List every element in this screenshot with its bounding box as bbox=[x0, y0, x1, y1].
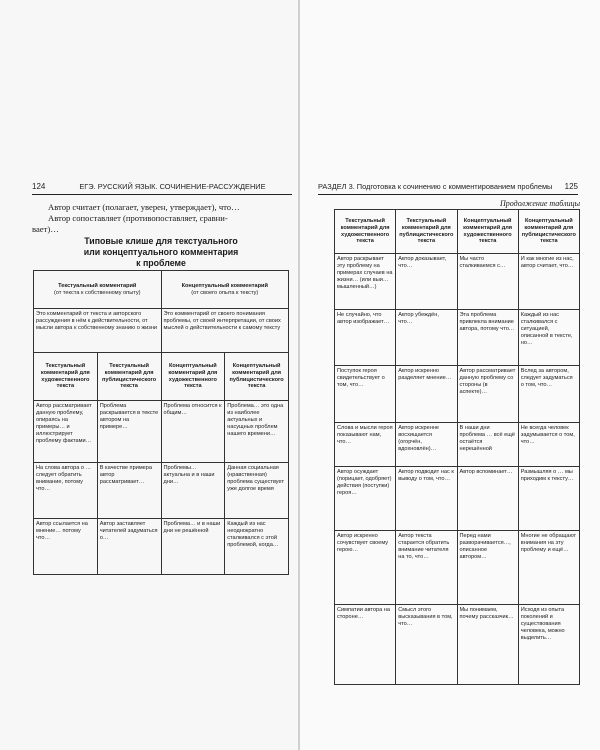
heading-line: Типовые клише для текстуального bbox=[84, 236, 238, 246]
table-cell: В качестве примера автор рассматривает… bbox=[97, 463, 161, 519]
table-cell: Автор ссылается на мнение… потому что… bbox=[34, 519, 98, 575]
table-cell: Вслед за автором, следует задуматься о том, что… bbox=[518, 366, 579, 423]
table-cell: Автор раскрывает эту проблему на примерах случаев на жизни… (или выи…мышленный…) bbox=[335, 254, 396, 310]
table-cell: Проблема… это одна из наиболее актуальных и насущных проблем нашего времени… bbox=[225, 401, 289, 463]
table-subheader-row bbox=[34, 353, 289, 401]
table-cell: Многие не обращают внимания на эту проблему и ещё… bbox=[518, 531, 579, 605]
table-subheader: Концептуальный комментарий для публицистического текста bbox=[225, 353, 289, 401]
table-cell: Мы часто сталкиваемся с… bbox=[457, 254, 518, 310]
table-header-row bbox=[34, 271, 289, 309]
header-title: Текстуальный комментарий bbox=[58, 282, 137, 289]
right-running-title: РАЗДЕЛ 3. Подготовка к сочинению с комментированием проблемы bbox=[318, 182, 553, 191]
table-cell: И как многие из нас, автор считает, что… bbox=[518, 254, 579, 310]
table-subheader: Текстуальный комментарий для художественного текста bbox=[34, 353, 98, 401]
intro-line: вает)… bbox=[32, 223, 59, 234]
continuation-label: Продолжение таблицы bbox=[499, 199, 580, 208]
table-cell: Слова и мысли героя показывают нам, что… bbox=[335, 423, 396, 467]
table-row bbox=[335, 423, 580, 467]
section-heading bbox=[32, 236, 290, 269]
table-cell: Проблема относится к общим… bbox=[161, 401, 225, 463]
header-subtitle: (от текста к собственному опыту) bbox=[53, 289, 141, 296]
intro-line: Автор считает (полагает, уверен, утверждает), что… bbox=[48, 202, 240, 212]
table-cell: Каждый из нас сталкивался с ситуацией, описанной в тексте, но… bbox=[518, 310, 579, 366]
table-cell: Автор вспоминает… bbox=[457, 467, 518, 531]
table-cell: Исходя из опыта поколений и существования человека, можно выделить… bbox=[518, 605, 579, 685]
table-row bbox=[34, 463, 289, 519]
intro-line: Автор сопоставляет (противопоставляет, сравни- bbox=[48, 212, 228, 223]
table-cell: Мы понимаем, почему рассказчик… bbox=[457, 605, 518, 685]
textual-comment-description: Это комментарий от текста и авторского рассуждения в нём к действительности, от мысли автора к собственному знанию о жизни bbox=[34, 309, 162, 353]
table-cell: Автор рассматривает данную проблему со стороны (в аспекте)… bbox=[457, 366, 518, 423]
table-cell: Размышляя о … мы приходим к тексту… bbox=[518, 467, 579, 531]
left-page-header bbox=[32, 179, 292, 195]
table-cell: Автор искренно сочувствует своему герою… bbox=[335, 531, 396, 605]
heading-line: к проблеме bbox=[136, 258, 186, 268]
conceptual-comment-header bbox=[161, 271, 289, 309]
table-cell: Автор доказывает, что… bbox=[396, 254, 457, 310]
right-page bbox=[300, 0, 600, 750]
table-row bbox=[34, 401, 289, 463]
table-cell: Не случайно, что автор изображает… bbox=[335, 310, 396, 366]
header-subtitle: (от своего опыта к тексту) bbox=[191, 289, 259, 296]
table-cell: Проблемы… актуальна и в наши дни… bbox=[161, 463, 225, 519]
left-page-number: 124 bbox=[32, 182, 46, 191]
table-cell: Не всегда человек задумывается о том, что… bbox=[518, 423, 579, 467]
table-subheader: Текстуальный комментарий для художественного текста bbox=[335, 210, 396, 254]
table-cell: Каждый из нас неоднократно сталкивался с этой проблемой, когда… bbox=[225, 519, 289, 575]
table-row bbox=[335, 310, 580, 366]
right-page-header bbox=[318, 179, 578, 195]
table-cell: Автор убеждён, что… bbox=[396, 310, 457, 366]
table-cell: Симпатии автора на стороне… bbox=[335, 605, 396, 685]
table-cell: Автор текста старается обратить внимание читателя на то, что… bbox=[396, 531, 457, 605]
table-cell: В наши дни проблема … всё ещё остаётся нерешённой bbox=[457, 423, 518, 467]
table-cell: Автор осуждает (порицает, одобряет) действия (поступки) героя… bbox=[335, 467, 396, 531]
intro-paragraph bbox=[32, 202, 290, 234]
textual-comment-header bbox=[34, 271, 162, 309]
conceptual-comment-description: Это комментарий от своего понимания проблемы, от своей интерпретации, от своих мыслей о действительности к самому тексту bbox=[161, 309, 289, 353]
table-cell: Эта проблема привлекла внимание автора, потому что… bbox=[457, 310, 518, 366]
heading-line: или концептуального комментария bbox=[83, 247, 239, 257]
table-cell: Проблема раскрывается в тексте автором на примере… bbox=[97, 401, 161, 463]
table-cell: Смысл этого высказывания в том, что… bbox=[396, 605, 457, 685]
table-cell: Проблема… и в наши дни не решённой bbox=[161, 519, 225, 575]
table-row bbox=[335, 531, 580, 605]
left-page bbox=[0, 0, 298, 750]
table-cell: Перед нами разворачивается…, описанное автором… bbox=[457, 531, 518, 605]
table-cell: Автор искренне восхищается (огорчён, вдохновлён)… bbox=[396, 423, 457, 467]
table-subheader: Текстуальный комментарий для публицистического текста bbox=[97, 353, 161, 401]
table-header-row bbox=[335, 210, 580, 254]
header-title: Концептуальный комментарий bbox=[181, 282, 268, 289]
table-row bbox=[34, 519, 289, 575]
table-row bbox=[335, 467, 580, 531]
table-row bbox=[335, 254, 580, 310]
left-running-title: ЕГЭ. РУССКИЙ ЯЗЫК. СОЧИНЕНИЕ-РАССУЖДЕНИЕ bbox=[79, 182, 266, 191]
table-cell: На слова автора о … следует обратить внимание, потому что… bbox=[34, 463, 98, 519]
table-subheader: Концептуальный комментарий для художественного текста bbox=[161, 353, 225, 401]
right-page-number: 125 bbox=[564, 182, 578, 191]
table-row bbox=[335, 366, 580, 423]
continued-cliche-table bbox=[334, 209, 580, 685]
cliche-table bbox=[33, 270, 289, 575]
table-description-row bbox=[34, 309, 289, 353]
table-cell: Автор рассматривает данную проблему, опираясь на примеры… и иллюстрирует проблему фактами… bbox=[34, 401, 98, 463]
table-subheader: Текстуальный комментарий для публицистического текста bbox=[396, 210, 457, 254]
table-subheader: Концептуальный комментарий для публицистического текста bbox=[518, 210, 579, 254]
table-cell: Автор подводит нас к выводу о том, что… bbox=[396, 467, 457, 531]
table-cell: Автор искренно разделяет мнение… bbox=[396, 366, 457, 423]
table-row bbox=[335, 605, 580, 685]
table-cell: Данная социальная (нравственная) проблема существует уже долгое время bbox=[225, 463, 289, 519]
table-subheader: Концептуальный комментарий для художественного текста bbox=[457, 210, 518, 254]
table-cell: Поступок героя свидетельствует о том, что… bbox=[335, 366, 396, 423]
table-cell: Автор заставляет читателей задуматься о… bbox=[97, 519, 161, 575]
